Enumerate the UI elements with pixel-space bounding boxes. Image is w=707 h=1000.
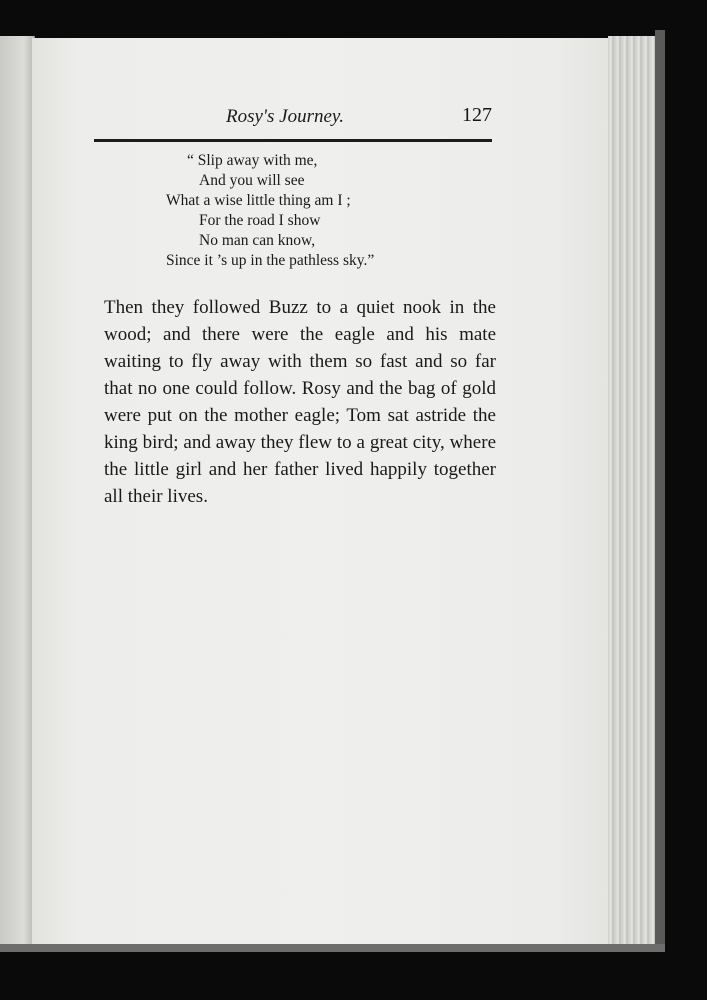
verse-line: And you will see [199, 172, 305, 189]
running-title: Rosy's Journey. [226, 106, 345, 127]
left-page-edge [0, 36, 35, 944]
verse-line: No man can know, [199, 232, 316, 249]
verse-line: What a wise little thing am I ; [166, 192, 351, 209]
verse-line: “ Slip away with me, [187, 152, 318, 169]
page-bottom-shadow [0, 944, 665, 952]
verse-line: For the road I show [199, 212, 321, 229]
page-number: 127 [462, 104, 492, 126]
running-header [96, 104, 492, 134]
body-paragraph: Then they followed Buzz to a quiet nook in the wood; and there were the eagle and his mate waiting to fly away with them so fast and so far that no one could follow. Rosy and the bag of gold were put on the mother eagle; Tom sat astride the king bird; and away they flew to a great city, where the little girl and her father lived happily together all their lives. [104, 297, 496, 507]
verse-line: Since it ’s up in the pathless sky.” [166, 252, 375, 269]
book-cover-edge [655, 30, 665, 952]
header-rule [94, 139, 492, 142]
body-text [104, 294, 496, 510]
